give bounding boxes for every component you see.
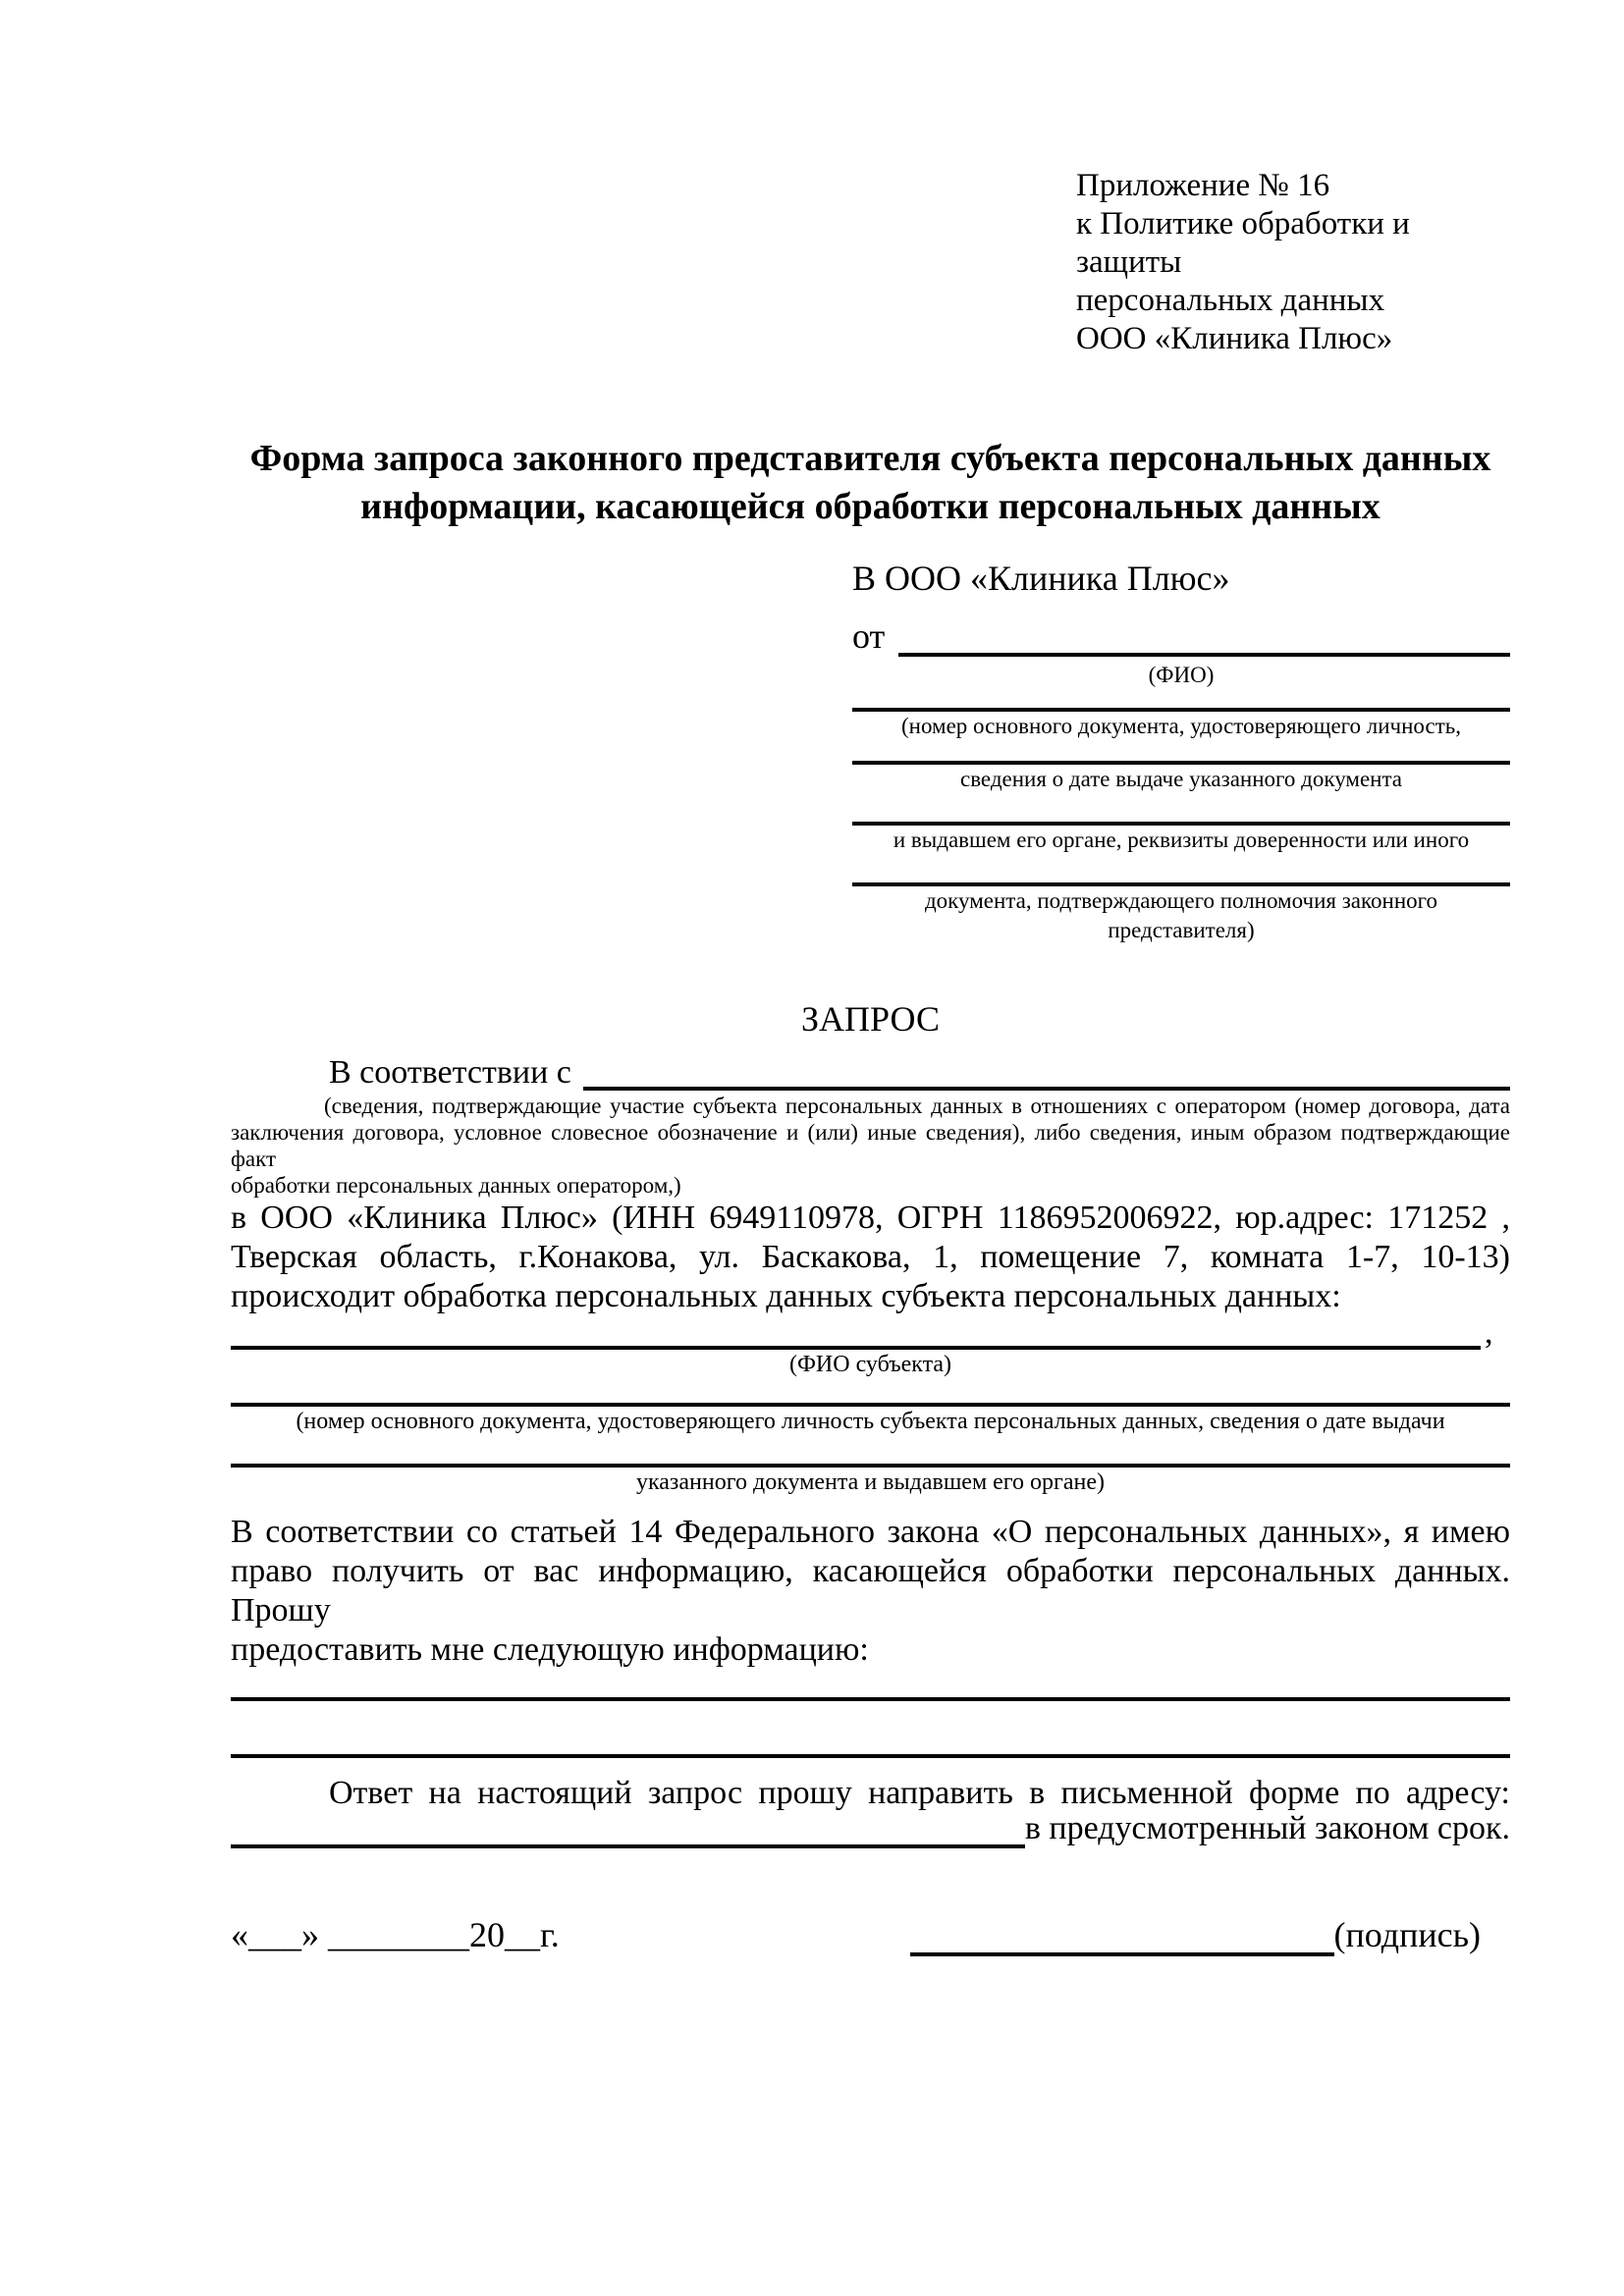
appendix-organization: ООО «Клиника Плюс» — [1076, 321, 1393, 356]
appendix-header — [1076, 167, 1510, 358]
law-line-3: предоставить мне следующую информацию: — [231, 1631, 869, 1668]
law-line-1: В соответствии со статьей 14 Федерального закона «О персональных данных», я имею — [231, 1514, 1510, 1550]
doc-authority-caption: и выдавшем его органе, реквизиты доверенности или иного — [893, 828, 1470, 852]
doc-authority-field-line[interactable] — [852, 794, 1510, 826]
doc-issue-date-caption: сведения о дате выдаче указанного документа — [959, 767, 1403, 791]
operator-line-2: Тверская область, г.Конакова, ул. Баскакова, 1, помещение 7, комната 1-7, 10-13) — [231, 1239, 1510, 1275]
law-line-2: право получить от вас информацию, касающейся обработки персональных данных. Прошу — [231, 1553, 1510, 1629]
fio-caption: (ФИО) — [1148, 663, 1215, 687]
requested-info-field-line-2[interactable] — [231, 1701, 1510, 1758]
representative-fio-field-line[interactable] — [898, 653, 1510, 657]
subject-doc-caption-2: указанного документа и выдавшем его органе) — [635, 1469, 1106, 1495]
fine-print-line-3: обработки персональных данных оператором,) — [231, 1173, 681, 1198]
from-row — [852, 612, 1510, 657]
doc-powers-caption: документа, подтверждающего полномочия законного представителя) — [924, 888, 1437, 942]
subject-doc-field-line-2[interactable] — [231, 1436, 1510, 1468]
subject-doc-caption-1: (номер основного документа, удостоверяющего личность субъекта персональных данных, сведения о дате выдачи — [296, 1409, 1445, 1434]
operator-paragraph — [231, 1199, 1510, 1316]
doc-issue-date-field-line[interactable] — [852, 741, 1510, 765]
signature-field-line[interactable] — [910, 1927, 1334, 1956]
signature-caption: (подпись) — [1333, 1915, 1481, 1954]
doc-powers-field-row — [852, 855, 1510, 945]
doc-number-field-row — [852, 690, 1510, 741]
fine-print-line-1: (сведения, подтверждающие участие субъекта персональных данных в отношениях с оператором (номер договора, дата — [324, 1094, 1510, 1118]
appendix-policy-ref-line2: персональных данных — [1076, 283, 1385, 318]
date-field[interactable]: «___» ________20__г. — [231, 1915, 560, 1954]
subject-fio-caption: (ФИО субъекта) — [788, 1352, 952, 1377]
request-heading: ЗАПРОС — [801, 999, 940, 1039]
doc-powers-field-line[interactable] — [852, 855, 1510, 886]
operator-line-1: в ООО «Клиника Плюс» (ИНН 6949110978, ОГРН 1186952006922, юр.адрес: 171252 , — [231, 1200, 1510, 1236]
reply-address-row — [231, 1810, 1510, 1848]
reply-paragraph: Ответ на настоящий запрос прошу направить в письменной форме по адресу: — [329, 1775, 1510, 1811]
subject-fio-field-line[interactable] — [231, 1338, 1481, 1350]
title-line-1: Форма запроса законного представителя субъекта персональных данных — [249, 438, 1491, 479]
from-label: от — [852, 616, 886, 656]
basis-label: В соответствии с — [329, 1054, 571, 1091]
doc-number-field-line[interactable] — [852, 690, 1510, 712]
requested-info-field-line-1[interactable] — [231, 1670, 1510, 1701]
basis-fine-print — [231, 1093, 1510, 1199]
subject-fio-row — [231, 1316, 1510, 1350]
fine-print-line-2: заключения договора, условное словесное обозначение и (или) иные сведения), либо сведения, иным образом подтверждающие факт — [231, 1120, 1510, 1171]
law-paragraph — [231, 1513, 1510, 1670]
addressee-organization: В ООО «Клиника Плюс» — [852, 559, 1230, 598]
trailing-comma: , — [1485, 1314, 1493, 1351]
title-line-2: информации, касающейся обработки персональных данных — [360, 486, 1380, 527]
reply-tail: в предусмотренный законом срок. — [1024, 1810, 1510, 1846]
subject-doc-field-line-1[interactable] — [231, 1379, 1510, 1407]
document-title — [231, 435, 1510, 531]
appendix-number: Приложение № 16 — [1076, 168, 1330, 203]
operator-line-3: происходит обработка персональных данных субъекта персональных данных: — [231, 1278, 1341, 1314]
doc-number-caption: (номер основного документа, удостоверяющего личность, — [900, 714, 1461, 738]
footer-row — [231, 1913, 1510, 1956]
doc-authority-field-row — [852, 794, 1510, 855]
basis-row — [231, 1053, 1510, 1093]
reply-address-field-line[interactable] — [231, 1819, 1025, 1848]
appendix-policy-ref-line1: к Политике обработки и защиты — [1076, 206, 1410, 280]
addressee-block — [852, 557, 1510, 945]
signature-group — [910, 1913, 1481, 1956]
basis-field-line[interactable] — [583, 1087, 1510, 1091]
doc-issue-date-field-row — [852, 741, 1510, 794]
